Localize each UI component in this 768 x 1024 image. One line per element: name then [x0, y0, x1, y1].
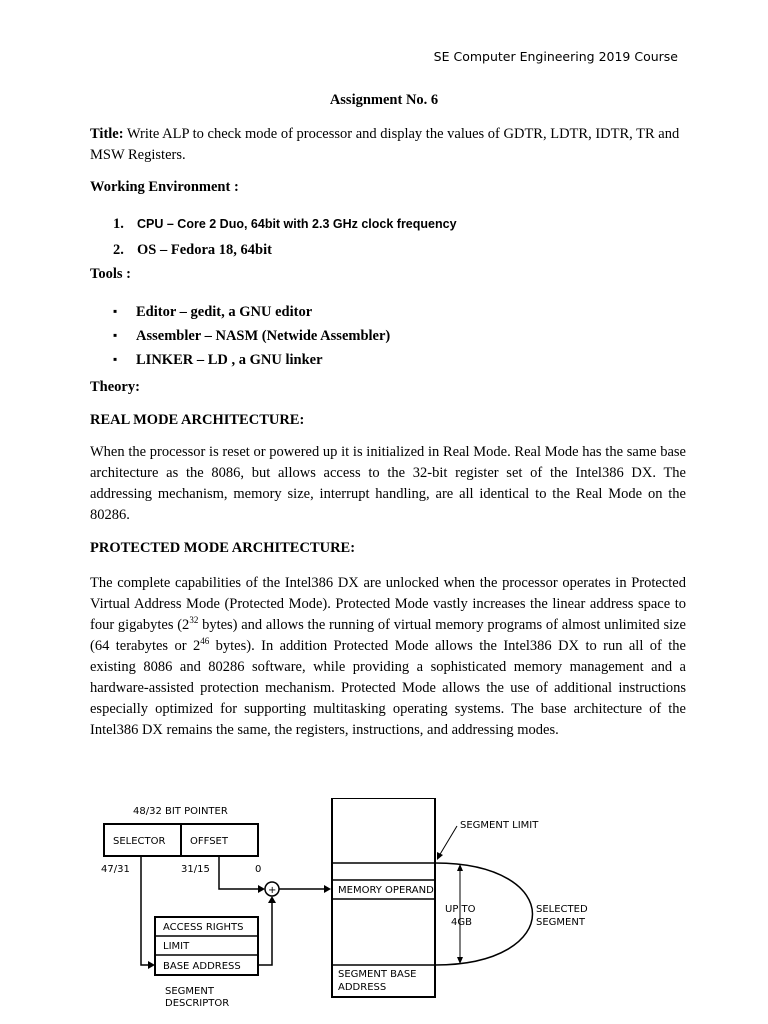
bit-47-31-label: 47/31	[101, 864, 130, 875]
memory-operand-label: MEMORY OPERAND	[338, 885, 434, 896]
tools-item-text: Assembler – NASM (Netwide Assembler)	[136, 328, 391, 344]
protected-text-a: The complete capabilities of the Intel386 DX are unlocked when the processor operates in Protected Virtual Address Mode (Protected Mode). Protected Mode vastly increases the linear address space to four gigabytes (2	[90, 575, 686, 633]
access-rights-label: ACCESS RIGHTS	[163, 922, 244, 933]
title-label: Title:	[90, 126, 124, 142]
tools-item-3	[113, 352, 323, 369]
adder-plus: +	[268, 885, 277, 896]
protected-mode-heading: PROTECTED MODE ARCHITECTURE:	[90, 540, 356, 556]
pointer-title: 48/32 BIT POINTER	[133, 806, 228, 817]
real-mode-heading: REAL MODE ARCHITECTURE:	[90, 412, 305, 428]
selector-arrowhead	[148, 961, 155, 969]
real-mode-paragraph: When the processor is reset or powered up it is initialized in Real Mode. Real Mode has the same base architecture as the 8086, but allows access to the 32-bit register set of the Intel386 DX. The addressing mechanism, memory size, interrupt handling, are all identical to the Real Mode on the 80286.	[90, 444, 686, 523]
assignment-heading: Assignment No. 6	[329, 92, 439, 108]
segmentation-diagram	[95, 798, 615, 1013]
tools-item-1	[113, 304, 313, 321]
base-to-adder-line	[258, 898, 272, 965]
adder-output-arrowhead	[324, 885, 331, 893]
limit-label: LIMIT	[163, 941, 190, 952]
bullet-icon: ▪	[113, 328, 118, 342]
exponent-32: 32	[189, 615, 199, 626]
working-env-item-2	[113, 242, 272, 259]
bit-31-15-label: 31/15	[181, 864, 210, 875]
theory-heading: Theory:	[90, 379, 140, 395]
memory-column	[332, 798, 435, 997]
selected-label-1: SELECTED	[536, 904, 588, 915]
bullet-icon: ▪	[113, 352, 118, 366]
bit-0-label: 0	[255, 864, 262, 875]
segment-limit-arrowhead	[437, 852, 443, 860]
offset-arrowhead	[258, 885, 265, 893]
protected-mode-paragraph	[90, 573, 686, 741]
tools-item-text: Editor – gedit, a GNU editor	[136, 304, 313, 320]
exponent-46: 46	[200, 636, 210, 647]
bullet-icon: ▪	[113, 304, 118, 318]
tools-item-text: LINKER – LD , a GNU linker	[136, 352, 323, 368]
tools-heading: Tools :	[90, 266, 131, 282]
protected-text-c: bytes). In addition Protected Mode allows the Intel386 DX to run all of the existing 8086 and 80286 software, while providing a sophisticated memory management and a hardware-assisted protection mechanism. Protected Mode allows the use of additional instructions especially optimized for supporting multitasking operating systems. The base architecture of the Intel386 DX remains the same, the registers, instructions, and addressing modes.	[90, 638, 686, 738]
title-text: Write ALP to check mode of processor and display the values of GDTR, LDTR, IDTR, TR and MSW Registers.	[90, 126, 680, 163]
item-number: 2.	[113, 242, 124, 258]
selector-label: SELECTOR	[113, 836, 166, 847]
working-env-item-1	[113, 216, 457, 233]
page-header: SE Computer Engineering 2019 Course	[433, 49, 678, 64]
base-address-label: BASE ADDRESS	[163, 961, 241, 972]
title-paragraph	[90, 124, 686, 166]
selected-label-2: SEGMENT	[536, 917, 585, 928]
segment-base-label-2: ADDRESS	[338, 982, 387, 993]
segment-descriptor-label-1: SEGMENT	[165, 986, 214, 997]
protected-text-b: bytes) and allows the running of virtual memory programs of almost unlimited size (64 terabytes or 2	[90, 617, 686, 654]
item-text: OS – Fedora 18, 64bit	[137, 242, 272, 258]
working-environment-heading: Working Environment :	[90, 179, 239, 195]
item-text: CPU – Core 2 Duo, 64bit with 2.3 GHz clock frequency	[137, 217, 457, 231]
segment-base-label-1: SEGMENT BASE	[338, 969, 417, 980]
segment-limit-label: SEGMENT LIMIT	[460, 820, 539, 831]
base-to-adder-arrowhead	[268, 896, 276, 903]
tools-item-2	[113, 328, 391, 345]
offset-label: OFFSET	[190, 836, 228, 847]
item-number: 1.	[113, 216, 124, 232]
up-to-label-2: 4GB	[451, 917, 472, 928]
selector-arrow-line	[141, 856, 150, 965]
up-to-label-1: UP TO	[445, 904, 476, 915]
segment-limit-pointer	[439, 826, 457, 856]
segment-descriptor-label-2: DESCRIPTOR	[165, 998, 230, 1009]
